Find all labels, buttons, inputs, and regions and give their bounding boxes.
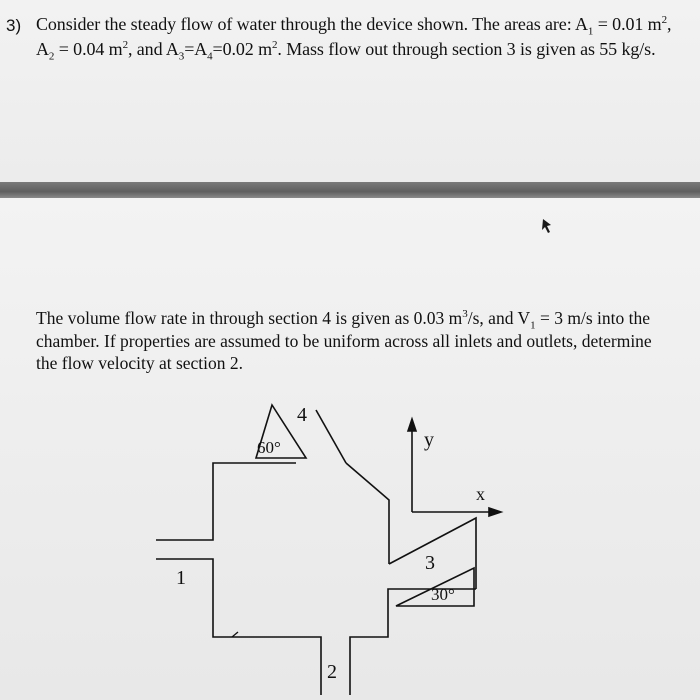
y-axis-arrowhead bbox=[408, 419, 416, 431]
section3-label: 3 bbox=[425, 552, 435, 574]
part-text-line2: chamber. If properties are assumed to be uniform across all inlets and outlets, determine bbox=[36, 331, 652, 351]
problem-statement-line2: $A_2 = 0.04$ $m^2$, and $A_3=A_4=0.02$ $m^2$. Mass flow out through section 3 is given as 55 kg/s. bbox=[36, 39, 656, 63]
angle60-label: 60° bbox=[257, 438, 281, 457]
part-text-line3: the flow velocity at section 2. bbox=[36, 353, 244, 373]
chamber-wall-left bbox=[156, 463, 296, 540]
section2-label: 2 bbox=[327, 661, 337, 683]
question-number: 3) bbox=[6, 16, 22, 35]
section4-label: 4 bbox=[297, 404, 307, 426]
x-axis-arrowhead bbox=[489, 508, 501, 516]
angle30-label: 30° bbox=[431, 585, 455, 604]
x-axis-label: x bbox=[476, 484, 485, 504]
y-axis-label: y bbox=[424, 429, 434, 451]
part-text-line1: The volume flow rate in through section 4 is given as 0.03 $m^3/s$, and $V_1 = 3$ m/s into the bbox=[36, 308, 651, 332]
chamber-wall-right bbox=[346, 463, 389, 564]
problem-statement-line1: Consider the steady flow of water through the device shown. The areas are: $A_1 = 0.01$ $m^2$, bbox=[36, 14, 672, 38]
duct-section4-wall bbox=[316, 410, 346, 463]
section1-label: 1 bbox=[176, 567, 186, 589]
chamber-wall-bottom-right bbox=[350, 589, 476, 695]
